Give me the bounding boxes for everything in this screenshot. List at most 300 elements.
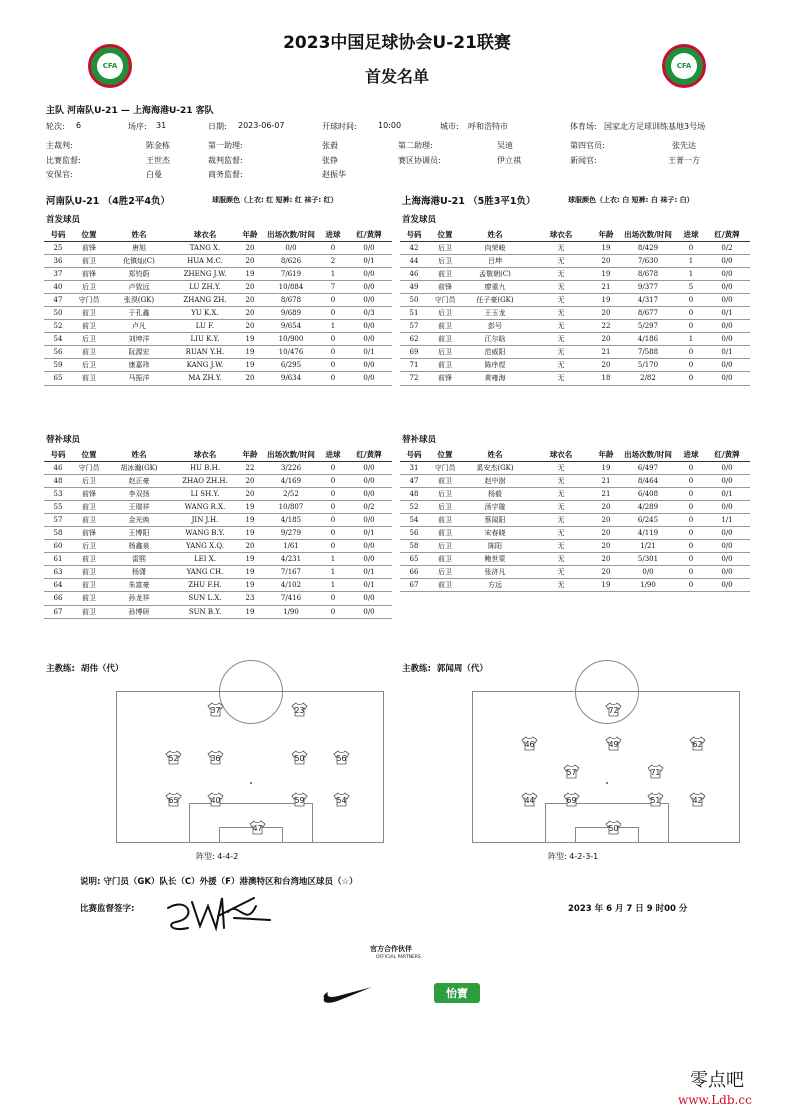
table-cell: 67: [400, 579, 428, 592]
table-cell: 20: [594, 513, 618, 526]
table-cell: 孙龙祥: [106, 592, 172, 605]
table-cell: YANG X.Q.: [172, 540, 238, 553]
table-cell: 前卫: [72, 500, 106, 513]
table-cell: 20: [238, 320, 262, 333]
column-header: 进球: [678, 229, 704, 241]
table-cell: 3/226: [262, 461, 320, 474]
table-cell: 张淏(GK): [106, 293, 172, 306]
table-cell: 0/0: [704, 333, 750, 346]
table-cell: 赵中澍: [462, 474, 528, 487]
table-cell: 0: [320, 500, 346, 513]
table-row: [400, 241, 750, 254]
table-row: [400, 461, 750, 474]
table-cell: 0: [678, 566, 704, 579]
table-cell: 无: [528, 579, 594, 592]
away-starters-title: 首发球员: [402, 215, 437, 225]
table-cell: 19: [238, 333, 262, 346]
table-row: [44, 267, 392, 280]
column-header: 红/黄牌: [704, 229, 750, 241]
ar1-value: 张毅: [322, 141, 338, 150]
table-cell: 7/630: [618, 254, 678, 267]
table-cell: 57: [400, 320, 428, 333]
watermark-url: www.Ldb.cc: [678, 1093, 752, 1107]
home-subs-title: 替补球员: [46, 435, 81, 445]
table-cell: 1: [320, 579, 346, 592]
column-header: 姓名: [106, 229, 172, 241]
table-cell: 0: [320, 293, 346, 306]
table-cell: KANG J.W.: [172, 359, 238, 372]
player-shirt-icon: [165, 792, 182, 807]
table-cell: 4/231: [262, 553, 320, 566]
table-cell: 0/1: [346, 566, 392, 579]
round-label: 轮次:: [46, 122, 65, 131]
signature-label: 比赛监督签字:: [80, 904, 135, 914]
table-cell: 后卫: [428, 500, 462, 513]
table-cell: 无: [528, 372, 594, 385]
table-cell: 0: [678, 306, 704, 319]
table-cell: 无: [528, 280, 594, 293]
table-row: [44, 280, 392, 293]
penalty-spot: [250, 782, 252, 784]
table-cell: 4/169: [262, 474, 320, 487]
table-cell: 阮源宏: [106, 346, 172, 359]
table-row: [400, 579, 750, 592]
table-cell: 无: [528, 346, 594, 359]
table-header-row: [400, 449, 750, 461]
table-cell: 40: [44, 280, 72, 293]
column-header: 红/黄牌: [346, 449, 392, 461]
table-cell: 9/279: [262, 526, 320, 539]
table-cell: 19: [238, 553, 262, 566]
table-cell: 19: [594, 579, 618, 592]
cfa-logo-text: CFA: [97, 53, 123, 79]
table-cell: 2/52: [262, 487, 320, 500]
table-cell: 60: [44, 540, 72, 553]
table-cell: 0: [678, 241, 704, 254]
table-cell: 57: [44, 513, 72, 526]
column-header: 位置: [72, 229, 106, 241]
table-cell: 8/626: [262, 254, 320, 267]
table-row: [44, 346, 392, 359]
table-cell: 康嘉玮: [106, 359, 172, 372]
table-cell: 0/2: [346, 500, 392, 513]
table-cell: 无: [528, 540, 594, 553]
table-cell: 0/0: [704, 566, 750, 579]
table-cell: 50: [400, 293, 428, 306]
table-cell: 0/0: [346, 474, 392, 487]
shirt-number: 72: [608, 706, 619, 715]
table-cell: 后卫: [428, 241, 462, 254]
column-header: 位置: [428, 449, 462, 461]
table-cell: 19: [594, 461, 618, 474]
player-shirt-icon: [291, 750, 308, 765]
table-cell: 化镇灿(C): [106, 254, 172, 267]
table-row: [44, 605, 392, 618]
table-cell: 0/1: [346, 526, 392, 539]
table-cell: 0: [678, 320, 704, 333]
table-cell: 0/0: [704, 579, 750, 592]
table-cell: 无: [528, 461, 594, 474]
table-cell: 0/1: [346, 346, 392, 359]
table-cell: 前卫: [428, 267, 462, 280]
table-cell: 0/0: [346, 592, 392, 605]
column-header: 出场次数/时间: [262, 449, 320, 461]
table-cell: 0/0: [704, 461, 750, 474]
table-cell: 后卫: [428, 306, 462, 319]
table-cell: 1/1: [704, 513, 750, 526]
table-row: [400, 333, 750, 346]
table-cell: 10/807: [262, 500, 320, 513]
table-cell: 0: [320, 513, 346, 526]
table-cell: 50: [44, 306, 72, 319]
table-cell: 20: [238, 372, 262, 385]
table-cell: LEI X.: [172, 553, 238, 566]
table-cell: 无: [528, 553, 594, 566]
table-row: [44, 474, 392, 487]
table-cell: 前卫: [72, 306, 106, 319]
table-header-row: [400, 229, 750, 241]
table-cell: 方远: [462, 579, 528, 592]
table-row: [44, 359, 392, 372]
table-cell: 9/689: [262, 306, 320, 319]
table-cell: 9/654: [262, 320, 320, 333]
table-cell: 56: [400, 526, 428, 539]
table-cell: 0: [678, 487, 704, 500]
table-cell: 前卫: [72, 605, 106, 618]
table-cell: 10/476: [262, 346, 320, 359]
table-cell: 无: [528, 293, 594, 306]
table-cell: 王瑞祥: [106, 500, 172, 513]
table-cell: YANG CH.: [172, 566, 238, 579]
table-cell: 无: [528, 333, 594, 346]
table-cell: 守门员: [72, 293, 106, 306]
table-row: [400, 540, 750, 553]
table-row: [44, 293, 392, 306]
table-cell: 0/0: [346, 280, 392, 293]
table-cell: 19: [238, 359, 262, 372]
table-row: [44, 333, 392, 346]
table-cell: 19: [238, 526, 262, 539]
shirt-number: 50: [294, 754, 305, 763]
table-cell: 20: [594, 566, 618, 579]
table-cell: 卢凡: [106, 320, 172, 333]
table-cell: 8/678: [618, 267, 678, 280]
player-shirt-icon: [563, 764, 580, 779]
table-cell: 19: [594, 293, 618, 306]
table-cell: 0: [320, 241, 346, 254]
table-cell: 0: [320, 487, 346, 500]
shirt-number: 62: [692, 740, 703, 749]
shirt-number: 57: [566, 768, 577, 777]
column-header: 球衣名: [528, 449, 594, 461]
supervisor-signature: [158, 888, 278, 938]
table-cell: 蔡闻阳: [462, 513, 528, 526]
table-cell: 0/0: [704, 359, 750, 372]
table-cell: 7/619: [262, 267, 320, 280]
table-cell: 1: [320, 320, 346, 333]
player-shirt-icon: [605, 736, 622, 751]
table-cell: YU K.X.: [172, 306, 238, 319]
table-cell: 后卫: [72, 280, 106, 293]
home-coach-name: 胡伟（代）: [80, 664, 124, 674]
table-cell: 杨毅: [462, 487, 528, 500]
table-cell: 守门员: [428, 293, 462, 306]
table-cell: SUN L.X.: [172, 592, 238, 605]
table-cell: MA ZH.Y.: [172, 372, 238, 385]
table-cell: 任子豪(GK): [462, 293, 528, 306]
security-label: 安保官:: [46, 170, 73, 179]
table-cell: 6/408: [618, 487, 678, 500]
player-shirt-icon: [689, 736, 706, 751]
table-cell: 前卫: [72, 553, 106, 566]
shirt-number: 23: [294, 706, 305, 715]
table-row: [400, 500, 750, 513]
table-cell: 58: [44, 526, 72, 539]
table-cell: 0/0: [346, 605, 392, 618]
table-cell: 无: [528, 320, 594, 333]
player-shirt-icon: [647, 764, 664, 779]
table-cell: 6/497: [618, 461, 678, 474]
table-cell: 25: [44, 241, 72, 254]
shirt-number: 42: [692, 796, 703, 805]
table-cell: 前卫: [72, 346, 106, 359]
table-cell: JIN J.H.: [172, 513, 238, 526]
table-cell: 0/1: [346, 579, 392, 592]
home-coach-label: 主教练:: [46, 664, 75, 674]
page-subtitle: 首发名单: [364, 67, 429, 86]
table-cell: 71: [400, 359, 428, 372]
table-cell: 0: [678, 474, 704, 487]
column-header: 姓名: [462, 229, 528, 241]
table-header-row: [44, 229, 392, 241]
table-cell: 5/301: [618, 553, 678, 566]
commercial-value: 赵振华: [322, 170, 346, 179]
table-cell: 18: [594, 372, 618, 385]
table-cell: 0: [320, 346, 346, 359]
table-cell: 65: [44, 372, 72, 385]
table-cell: 0/0: [346, 372, 392, 385]
table-cell: 0: [320, 474, 346, 487]
page-title: 2023中国足球协会U-21联赛: [283, 33, 511, 53]
ref-assessor-label: 裁判监督:: [208, 156, 243, 165]
table-cell: 朱富豪: [106, 579, 172, 592]
table-cell: 1/90: [618, 579, 678, 592]
date-value: 2023-06-07: [238, 121, 285, 130]
table-row: [400, 474, 750, 487]
table-cell: 0/0: [704, 540, 750, 553]
table-cell: SUN B.Y.: [172, 605, 238, 618]
table-cell: 向荣峻: [462, 241, 528, 254]
table-cell: 王玉龙: [462, 306, 528, 319]
table-cell: 前卫: [428, 474, 462, 487]
away-formation: 阵型: 4-2-3-1: [548, 852, 599, 861]
player-shirt-icon: [563, 792, 580, 807]
home-formation: 阵型: 4-4-2: [196, 852, 239, 861]
player-shirt-icon: [207, 792, 224, 807]
supervisor-label: 比赛监督:: [46, 156, 81, 165]
column-header: 进球: [678, 449, 704, 461]
table-cell: 0/0: [704, 372, 750, 385]
table-cell: 55: [44, 500, 72, 513]
column-header: 姓名: [106, 449, 172, 461]
table-cell: 20: [594, 333, 618, 346]
table-cell: WANG B.Y.: [172, 526, 238, 539]
table-cell: WANG R.X.: [172, 500, 238, 513]
table-cell: 0/0: [704, 474, 750, 487]
away-coach-name: 郭闻周（代）: [436, 664, 488, 674]
table-row: [44, 254, 392, 267]
table-cell: 吕坤: [462, 254, 528, 267]
table-cell: 23: [238, 592, 262, 605]
table-cell: 0/1: [704, 306, 750, 319]
table-cell: 李双扬: [106, 487, 172, 500]
match-line: 主队 河南队U-21 — 上海海港U-21 客队: [46, 106, 214, 116]
table-cell: 无: [528, 306, 594, 319]
sign-date: 2023 年 6 月 7 日 9 时00 分: [568, 904, 688, 914]
table-cell: 4/289: [618, 500, 678, 513]
table-cell: RUAN Y.H.: [172, 346, 238, 359]
table-cell: 1: [320, 553, 346, 566]
table-cell: 19: [238, 513, 262, 526]
shirt-number: 65: [168, 796, 179, 805]
table-cell: 前卫: [72, 592, 106, 605]
table-cell: 后卫: [72, 474, 106, 487]
table-cell: 刘坤洋: [106, 333, 172, 346]
table-cell: 48: [44, 474, 72, 487]
table-cell: 0: [320, 461, 346, 474]
table-cell: 20: [594, 306, 618, 319]
table-cell: 10/900: [262, 333, 320, 346]
table-cell: 于孔鑫: [106, 306, 172, 319]
cbest-logo: [434, 983, 480, 1003]
shirt-number: 51: [650, 796, 661, 805]
player-shirt-icon: [207, 702, 224, 717]
player-shirt-icon: [333, 792, 350, 807]
table-cell: 47: [44, 293, 72, 306]
table-cell: 前锋: [72, 267, 106, 280]
table-row: [44, 320, 392, 333]
table-cell: 前锋: [428, 280, 462, 293]
date-label: 日期:: [208, 122, 227, 131]
table-cell: 20: [238, 280, 262, 293]
table-cell: 0/0: [346, 267, 392, 280]
table-cell: 6/295: [262, 359, 320, 372]
away-subs-table: [400, 449, 750, 592]
shirt-number: 36: [210, 754, 221, 763]
table-row: [400, 267, 750, 280]
table-cell: 1/21: [618, 540, 678, 553]
table-cell: 前锋: [72, 487, 106, 500]
table-row: [400, 487, 750, 500]
table-row: [44, 461, 392, 474]
table-cell: 后卫: [428, 540, 462, 553]
table-cell: 卢致远: [106, 280, 172, 293]
table-cell: 0: [320, 372, 346, 385]
press-value: 王菁一方: [668, 156, 700, 165]
table-cell: 陈序煜: [462, 359, 528, 372]
column-header: 球衣名: [172, 229, 238, 241]
table-cell: 后卫: [428, 566, 462, 579]
table-cell: 10/884: [262, 280, 320, 293]
column-header: 年龄: [238, 229, 262, 241]
player-shirt-icon: [521, 736, 538, 751]
shirt-number: 71: [650, 768, 661, 777]
table-row: [44, 592, 392, 605]
table-header-row: [44, 449, 392, 461]
table-cell: 9/634: [262, 372, 320, 385]
table-row: [44, 579, 392, 592]
city-label: 城市:: [440, 122, 459, 131]
venue-value: 国家北方足球训练基地3号场: [604, 122, 706, 131]
table-row: [400, 254, 750, 267]
table-cell: 郑钧蔚: [106, 267, 172, 280]
table-cell: 8/677: [618, 306, 678, 319]
away-coach-label: 主教练:: [402, 664, 431, 674]
table-cell: 20: [594, 254, 618, 267]
table-cell: 0/0: [346, 540, 392, 553]
table-row: [44, 526, 392, 539]
table-cell: 唐旭: [106, 241, 172, 254]
table-cell: 0/0: [346, 461, 392, 474]
column-header: 姓名: [462, 449, 528, 461]
shirt-number: 56: [336, 754, 347, 763]
table-cell: LI SH.Y.: [172, 487, 238, 500]
table-cell: 0/0: [704, 500, 750, 513]
table-cell: 前卫: [428, 333, 462, 346]
table-cell: 范威阳: [462, 346, 528, 359]
table-cell: 21: [594, 474, 618, 487]
table-cell: ZHENG J.W.: [172, 267, 238, 280]
player-shirt-icon: [291, 702, 308, 717]
cbest-logo-text: 怡寶: [446, 987, 468, 1000]
table-cell: 前锋: [72, 241, 106, 254]
column-header: 号码: [400, 229, 428, 241]
home-starters-title: 首发球员: [46, 215, 81, 225]
table-row: [400, 513, 750, 526]
table-cell: 汤宇璇: [462, 500, 528, 513]
ref-assessor-value: 张铮: [322, 156, 338, 165]
table-row: [400, 306, 750, 319]
table-cell: 2/82: [618, 372, 678, 385]
ar2-label: 第二助理:: [398, 141, 433, 150]
partners-subtitle: OFFICIAL PARTNERS: [376, 955, 421, 960]
table-row: [44, 553, 392, 566]
table-cell: 7/167: [262, 566, 320, 579]
table-cell: 0/1: [704, 346, 750, 359]
table-cell: 鲍世蒙: [462, 553, 528, 566]
table-cell: 58: [400, 540, 428, 553]
table-cell: 胡冰瀚(GK): [106, 461, 172, 474]
table-cell: 7: [320, 280, 346, 293]
table-cell: 54: [400, 513, 428, 526]
table-cell: 1: [678, 254, 704, 267]
table-cell: 19: [238, 566, 262, 579]
table-cell: 59: [44, 359, 72, 372]
table-cell: 20: [238, 540, 262, 553]
table-cell: 0: [320, 592, 346, 605]
table-row: [400, 526, 750, 539]
table-cell: 0/1: [346, 254, 392, 267]
table-row: [400, 280, 750, 293]
table-cell: 彭号: [462, 320, 528, 333]
shirt-number: 47: [252, 824, 263, 833]
table-cell: 0/0: [704, 553, 750, 566]
commercial-label: 商务监督:: [208, 170, 243, 179]
table-cell: 前卫: [428, 359, 462, 372]
table-cell: 守门员: [72, 461, 106, 474]
table-cell: 52: [400, 500, 428, 513]
table-cell: 1/61: [262, 540, 320, 553]
